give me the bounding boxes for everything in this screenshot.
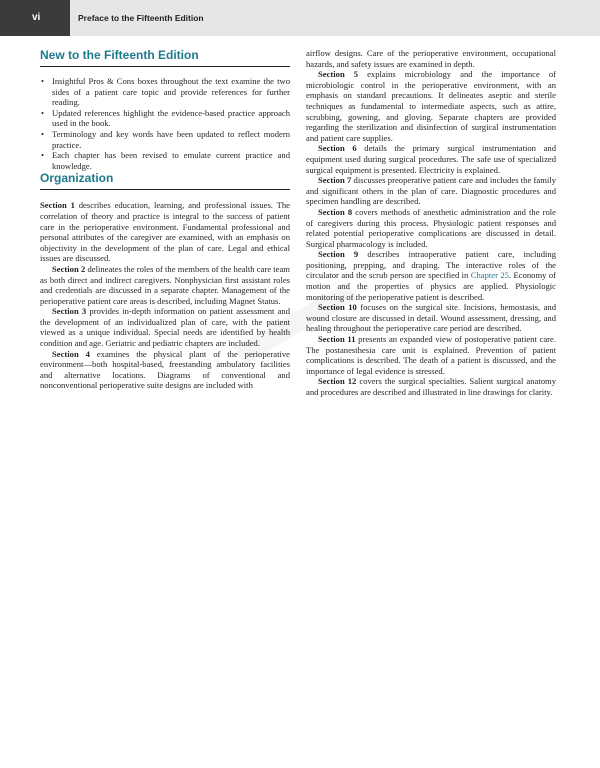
section-label: Section 1 xyxy=(40,200,75,211)
section-label: Section 7 xyxy=(318,175,352,186)
section-text: provides in-depth information on patient assessment and the development of an individualized plan of care, with the patient viewed as a unique individual. Special needs are identified by health condition and age. Geriatric and pediatric chapters are included. xyxy=(40,306,290,349)
section-paragraph xyxy=(306,207,556,249)
section-paragraph xyxy=(306,302,556,334)
list-item: • Each chapter has been revised to emulate current practice and knowledge. xyxy=(40,150,290,171)
section-text: presents an expanded view of postoperative patient care. The postanesthesia care unit is explained. Prevention of patient complications is described. The death of a patient is discussed, and the importance of legal evidence is stressed. xyxy=(306,334,556,376)
section-paragraph xyxy=(306,175,556,207)
section-text: covers methods of anesthetic administration and the role of caregivers during this process. Physiologic patient responses and related potential perioperative complications are discussed in detail. Surgical pharmacology is included. xyxy=(306,206,556,249)
organization-heading: Organization xyxy=(40,171,290,190)
section-text: describes intraoperative patient care, including positioning, prepping, and draping. The interactive roles of the circulator and the scrub person are specified in xyxy=(306,249,556,281)
section-paragraph xyxy=(40,264,290,306)
section-paragraph xyxy=(306,249,556,302)
section-paragraph xyxy=(306,143,556,175)
chapter-25-link[interactable]: Chapter 25 xyxy=(470,270,509,281)
section-text: . Economy of motion and the properties of physics are applied. Physiologic monitoring of the perioperative patient is described. xyxy=(306,270,556,302)
section-text: describes education, learning, and professional issues. The correlation of theory and practice is integral to the success of patient care in the perioperative environment. Fundamental professional and personal attributes of the caregiver are examined, with an emphasis on objectivity in the development of the plan of care. Legal and ethical issues are discussed. xyxy=(40,200,290,264)
section-label: Section 5 xyxy=(318,69,359,80)
running-head: Preface to the Fifteenth Edition xyxy=(78,13,204,23)
section-text: delineates the roles of the members of the health care team as both direct and indirect caregivers. Nonphysician first assistant roles and credentials are discussed in a separate chapter. Management of the perioperative patient care areas is described, including Magnet Status. xyxy=(40,263,290,306)
section-label: Section 9 xyxy=(318,249,359,260)
list-item: • Insightful Pros & Cons boxes throughout the text examine the two sides of a patient care topic and provide references for further reading. xyxy=(40,76,290,108)
left-column xyxy=(40,48,290,391)
section-text: examines the physical plant of the perioperative environment—both hospital-based, freestanding ambulatory facilities and alternative locations. Diagrams of conventional and nonconventional perioperative suite designs are included with xyxy=(40,348,290,391)
list-item: • Updated references highlight the evidence-based practice approach used in the book. xyxy=(40,108,290,129)
page-number: vi xyxy=(0,0,70,36)
section-label: Section 11 xyxy=(318,334,356,345)
section-paragraph xyxy=(40,349,290,391)
section-label: Section 2 xyxy=(52,263,86,274)
section-label: Section 10 xyxy=(318,302,357,313)
section-label: Section 8 xyxy=(318,206,353,217)
section-text: covers the surgical specialties. Salient surgical anatomy and procedures are described and illustrated in line drawings for clarity. xyxy=(306,376,556,397)
section-paragraph xyxy=(306,334,556,376)
list-item: • Terminology and key words have been updated to reflect modern practice. xyxy=(40,129,290,150)
new-features-list xyxy=(40,76,290,171)
section-paragraph xyxy=(306,69,556,143)
right-column xyxy=(306,48,556,398)
section-paragraph xyxy=(40,200,290,264)
continued-paragraph: airflow designs. Care of the perioperative environment, occupational hazards, and safety issues are examined in depth. xyxy=(306,48,556,69)
section-text: discusses preoperative patient care and includes the family and significant others in the plan of care. Diagnostic procedures and specimen handling are described. xyxy=(306,175,556,207)
section-paragraph xyxy=(40,306,290,348)
section-text: explains microbiology and the importance of microbiologic control in the perioperative environment, with an emphasis on standard precautions. It delineates aseptic and sterile techniques as fundamental to intermediate aspects, such as attire, scrubbing, gowning, and gloving. Separate chapters are provided regarding the sterilization and disinfection of surgical instrumentation and patient care supplies. xyxy=(306,69,556,143)
section-paragraph xyxy=(306,376,556,397)
section-text: focuses on the surgical site. Incisions, hemostasis, and wound closure are discussed in detail. Wound assessment, dressing, and healing throughout the perioperative care period are described. xyxy=(306,302,556,334)
section-label: Section 4 xyxy=(52,348,90,359)
section-label: Section 6 xyxy=(318,143,357,154)
section-text: details the primary surgical instrumentation and equipment used during surgical procedures. The safe use of specialized surgical equipment is presented. Electricity is explained. xyxy=(306,143,556,175)
new-edition-heading: New to the Fifteenth Edition xyxy=(40,48,290,67)
section-label: Section 3 xyxy=(52,306,87,317)
section-label: Section 12 xyxy=(318,376,357,387)
